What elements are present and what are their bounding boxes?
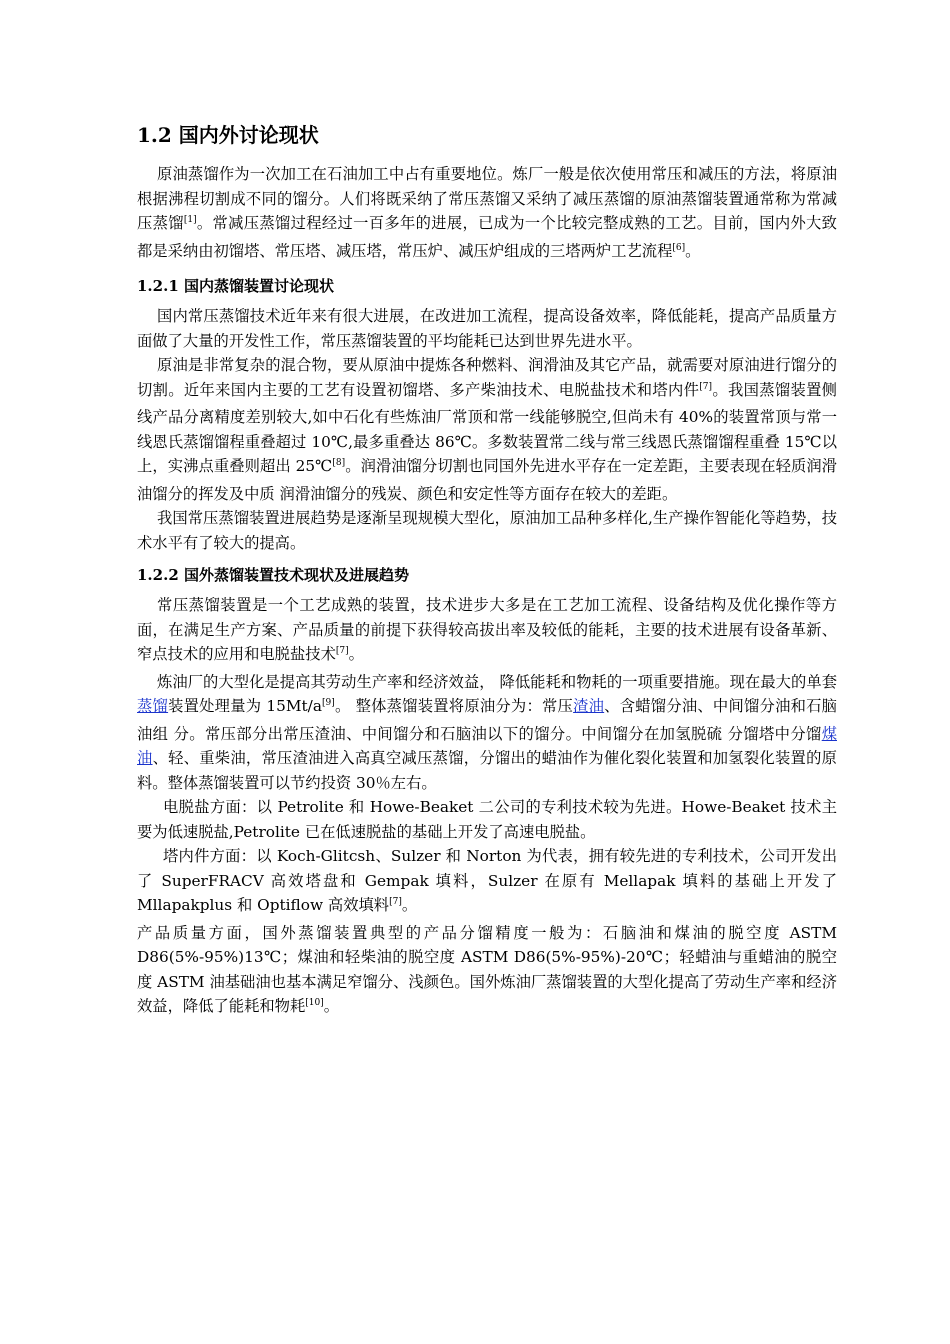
citation-ref: [7] <box>699 381 713 392</box>
citation-ref: [1] <box>183 215 197 225</box>
foreign-p5-text-1: 产品质量方面，国外蒸馏装置典型的产品分馏精度一般为：石脑油和煤油的脱空度 ASTM D86(5%-95%)13℃；煤油和轻柴油的脱空度 ASTM D86(5%-95%)-20℃；轻蜡油与重蜡油的脱空度 ASTM 油基础油也基本满足窄馏分、浅颜色。国外炼油厂蒸馏装置的大型化提高了劳动生产率和经济效益，降低了能耗和物耗 <box>137 923 837 1015</box>
subsection-heading-foreign: 1.2.2 国外蒸馏装置技术现状及进展趋势 <box>137 566 409 584</box>
citation-ref: [6] <box>672 242 686 253</box>
foreign-p4-text-1: 塔内件方面：以 Koch-Glitcsh、Sulzer 和 Norton 为代表，拥有较先进的专利技术，公司开发出了 SuperFRACV 高效塔盘和 Gempak 填料，Sulzer 在原有 Mellapak 填料的基础上开发了 Mllapakplus 和 Optiflow 高效填料 <box>137 847 837 914</box>
citation-ref: [7] <box>389 897 402 907</box>
foreign-paragraph-4 <box>137 844 837 921</box>
subsection-heading-domestic: 1.2.1 国内蒸馏装置讨论现状 <box>137 277 334 295</box>
intro-paragraph <box>137 162 837 266</box>
foreign-p2-text-2: 装置处理量为 15Mt/a <box>168 697 322 715</box>
domestic-paragraph-1: 国内常压蒸馏技术近年来有很大进展，在改进加工流程，提高设备效率，降低能耗，提高产品质量方面做了大量的开发性工作，常压蒸馏装置的平均能耗已达到世界先进水平。 <box>137 307 837 350</box>
foreign-p5-text-2: 。 <box>323 997 340 1015</box>
domestic-p2-text-2: 。我国蒸馏装置侧线产品分离精度差别较大,如中石化有些炼油厂常顶和常一线能够脱空,但尚未有 40%的装置常顶与常一线恩氏蒸馏馏程重叠超过 10℃,最多重叠达 86℃。多数装置常二线与常三线恩氏蒸馏馏程重叠 15℃以上，实沸点重叠则超出 25℃ <box>137 380 837 475</box>
intro-text-1: 原油蒸馏作为一次加工在石油加工中占有重要地位。炼厂一般是依次使用常压和减压的方法，将原油根据沸程切割成不同的馏分。人们将既采纳了常压蒸馏又采纳了减压蒸馏的原油蒸馏装置通常称为常减压蒸馏 <box>137 165 837 232</box>
foreign-paragraph-3: 电脱盐方面：以 Petrolite 和 Howe-Beaket 二公司的专利技术较为先进。Howe-Beaket 技术主要为低速脱盐,Petrolite 已在低速脱盐的基础上开发了高速电脱盐。 <box>137 798 837 841</box>
intro-text-3: 。 <box>685 241 701 260</box>
foreign-p2-text-3: 。 整体蒸馏装置将原油分为：常压 <box>334 697 574 715</box>
domestic-p2-text-3: 。润滑油馏分切割也同国外先进水平存在一定差距，主要表现在轻质润滑油馏分的挥发及中质 润滑油馏分的残炭、颜色和安定性等方面存在较大的差距。 <box>137 457 837 503</box>
foreign-p4-text-2: 。 <box>401 896 418 914</box>
link-distillation[interactable]: 蒸馏 <box>137 697 169 715</box>
foreign-paragraph-2 <box>137 670 837 796</box>
foreign-p2-text-5: 、轻、重柴油，常压渣油进入高真空减压蒸馏，分馏出的蜡油作为催化裂化装置和加氢裂化装置的原料。整体蒸馏装置可以节约投资 30％左右。 <box>137 749 837 792</box>
citation-ref: [8] <box>332 458 346 468</box>
section-heading: 1.2 国内外讨论现状 <box>137 123 319 147</box>
link-kerosene[interactable]: 煤油 <box>137 724 837 767</box>
foreign-paragraph-1 <box>137 593 837 670</box>
foreign-p2-text-4: 、含蜡馏分油、中间馏分油和石脑油组 分。常压部分出常压渣油、中间馏分和石脑油以下的馏分。中间馏分在加氢脱硫 分馏塔中分馏 <box>137 697 837 743</box>
citation-ref: [7] <box>335 646 349 656</box>
foreign-p1-text-1: 常压蒸馏装置是一个工艺成熟的装置，技术进步大多是在工艺加工流程、设备结构及优化操作等方面，在满足生产方案、产品质量的前提下获得较高拔出率及较低的能耗，主要的技术进展有设备革新、窄点技术的应用和电脱盐技术 <box>137 596 837 663</box>
domestic-p2-text-1: 原油是非常复杂的混合物，要从原油中提炼各种燃料、润滑油及其它产品，就需要对原油进行馏分的切割。近年来国内主要的工艺有设置初馏塔、多产柴油技术、电脱盐技术和塔内件 <box>137 356 837 399</box>
foreign-p1-text-2: 。 <box>348 645 364 663</box>
intro-text-2: 。常减压蒸馏过程经过一百多年的进展，已成为一个比较完整成熟的工艺。目前，国内外大致都是采纳由初馏塔、常压塔、减压塔，常压炉、减压炉组成的三塔两炉工艺流程 <box>137 214 837 260</box>
citation-ref: [10] <box>305 998 324 1008</box>
foreign-paragraph-5 <box>137 921 837 1022</box>
foreign-p2-text-1: 炼油厂的大型化是提高其劳动生产率和经济效益， 降低能耗和物耗的一项重要措施。现在最大的单套 <box>157 672 837 691</box>
citation-ref: [9] <box>321 698 335 708</box>
domestic-paragraph-2 <box>137 353 837 506</box>
document-page <box>137 120 837 1022</box>
link-residue-oil[interactable]: 渣油 <box>573 697 605 715</box>
domestic-paragraph-3: 我国常压蒸馏装置进展趋势是逐渐呈现规模大型化，原油加工品种多样化,生产操作智能化等趋势，技术水平有了较大的提高。 <box>137 509 837 552</box>
